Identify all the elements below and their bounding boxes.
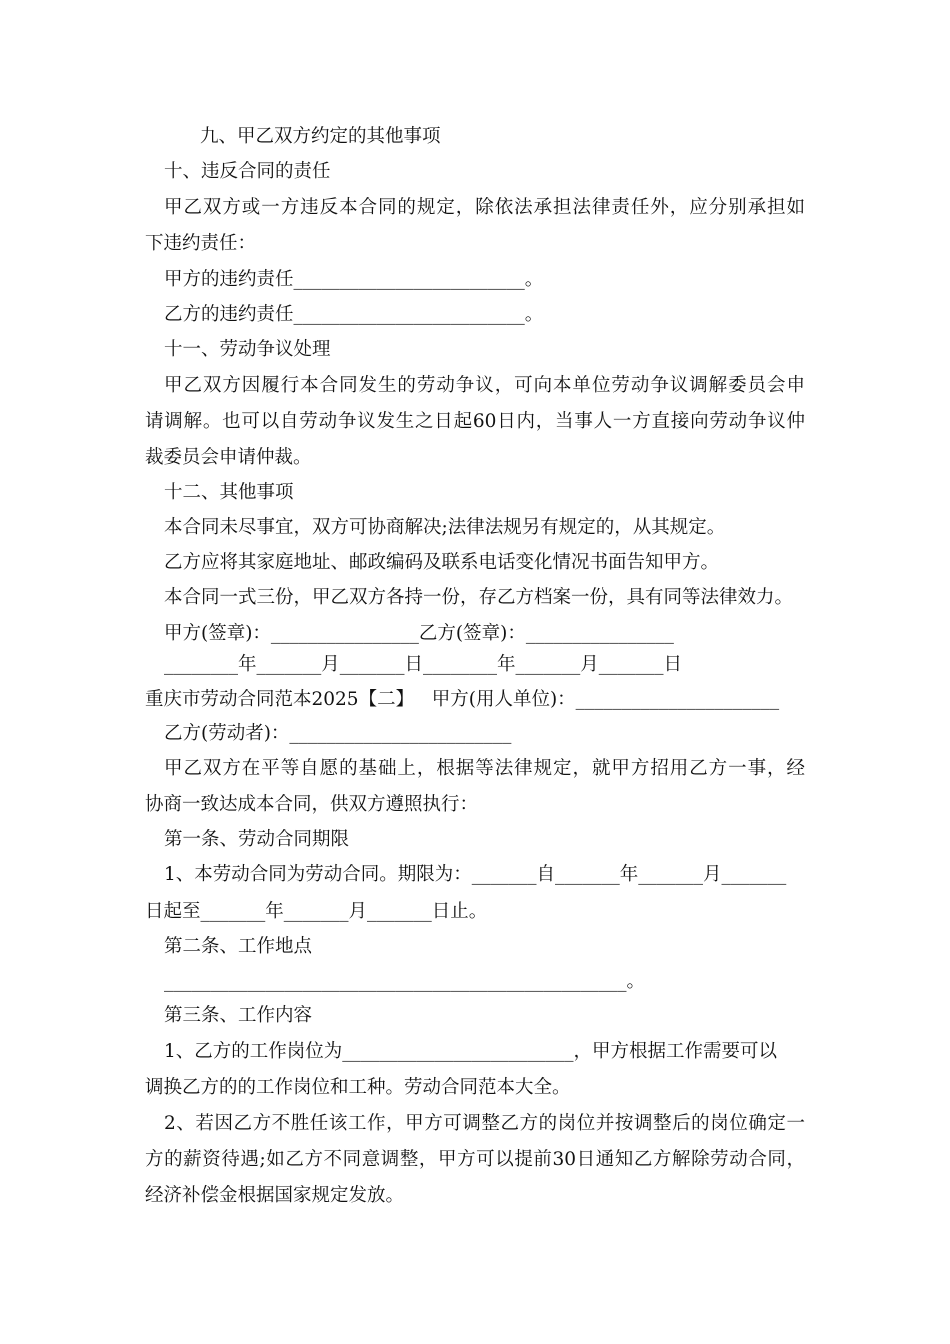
paragraph-line: 下违约责任： <box>145 233 257 254</box>
heading-section-9: 九、甲乙双方约定的其他事项 <box>200 126 441 147</box>
contract-title-line: 重庆市劳动合同范本2025【二】 甲方(用人单位)：______________________ <box>145 689 780 710</box>
heading-section-11: 十一、劳动争议处理 <box>164 339 331 360</box>
paragraph-line: 乙方应将其家庭地址、邮政编码及联系电话变化情况书面告知甲方。 <box>164 552 720 573</box>
signature-line: 甲方(签章)：________________乙方(签章)：________________ <box>164 623 674 644</box>
paragraph-line: 2、若因乙方不胜任该工作，甲方可调整乙方的岗位并按调整后的岗位确定一 <box>164 1113 805 1134</box>
paragraph-line: 方的薪资待遇;如乙方不同意调整，甲方可以提前30日通知乙方解除劳动合同， <box>145 1149 805 1170</box>
party-a-liability-line: 甲方的违约责任_________________________。 <box>164 269 544 290</box>
paragraph-line: 甲乙双方在平等自愿的基础上，根据等法律规定，就甲方招用乙方一事，经 <box>164 758 805 779</box>
paragraph-line: 1、乙方的工作岗位为_________________________，甲方根据工作需要可以 <box>164 1041 778 1062</box>
heading-section-12: 十二、其他事项 <box>164 482 294 503</box>
party-b-line: 乙方(劳动者)：________________________ <box>164 723 512 744</box>
paragraph-line: 甲乙双方因履行本合同发生的劳动争议，可向本单位劳动争议调解委员会申 <box>164 375 805 396</box>
paragraph-line: 裁委员会申请仲裁。 <box>145 447 312 468</box>
heading-section-10: 十、违反合同的责任 <box>164 161 331 182</box>
paragraph-line: 本合同未尽事宜，双方可协商解决;法律法规另有规定的，从其规定。 <box>164 517 726 538</box>
work-location-blank: __________________________________________________。 <box>164 971 646 992</box>
paragraph-line: 调换乙方的的工作岗位和工种。劳动合同范本大全。 <box>145 1077 571 1098</box>
heading-article-1: 第一条、劳动合同期限 <box>164 829 350 850</box>
paragraph-line: 经济补偿金根据国家规定发放。 <box>145 1185 405 1206</box>
paragraph-line: 请调解。也可以自劳动争议发生之日起60日内，当事人一方直接向劳动争议仲 <box>145 411 805 432</box>
term-line: 日起至_______年_______月_______日止。 <box>145 901 488 922</box>
paragraph-line: 协商一致达成本合同，供双方遵照执行： <box>145 794 479 815</box>
paragraph-line: 甲乙双方或一方违反本合同的规定，除依法承担法律责任外，应分别承担如 <box>164 197 805 218</box>
paragraph-line: 本合同一式三份，甲乙双方各持一份，存乙方档案一份，具有同等法律效力。 <box>164 587 794 608</box>
heading-article-2: 第二条、工作地点 <box>164 936 313 957</box>
term-line: 1、本劳动合同为劳动合同。期限为：_______自_______年_______月_______ <box>164 864 787 885</box>
heading-article-3: 第三条、工作内容 <box>164 1005 313 1026</box>
date-line: ________年_______月_______日________年_______月_______日 <box>164 654 683 675</box>
party-b-liability-line: 乙方的违约责任_________________________。 <box>164 304 544 325</box>
